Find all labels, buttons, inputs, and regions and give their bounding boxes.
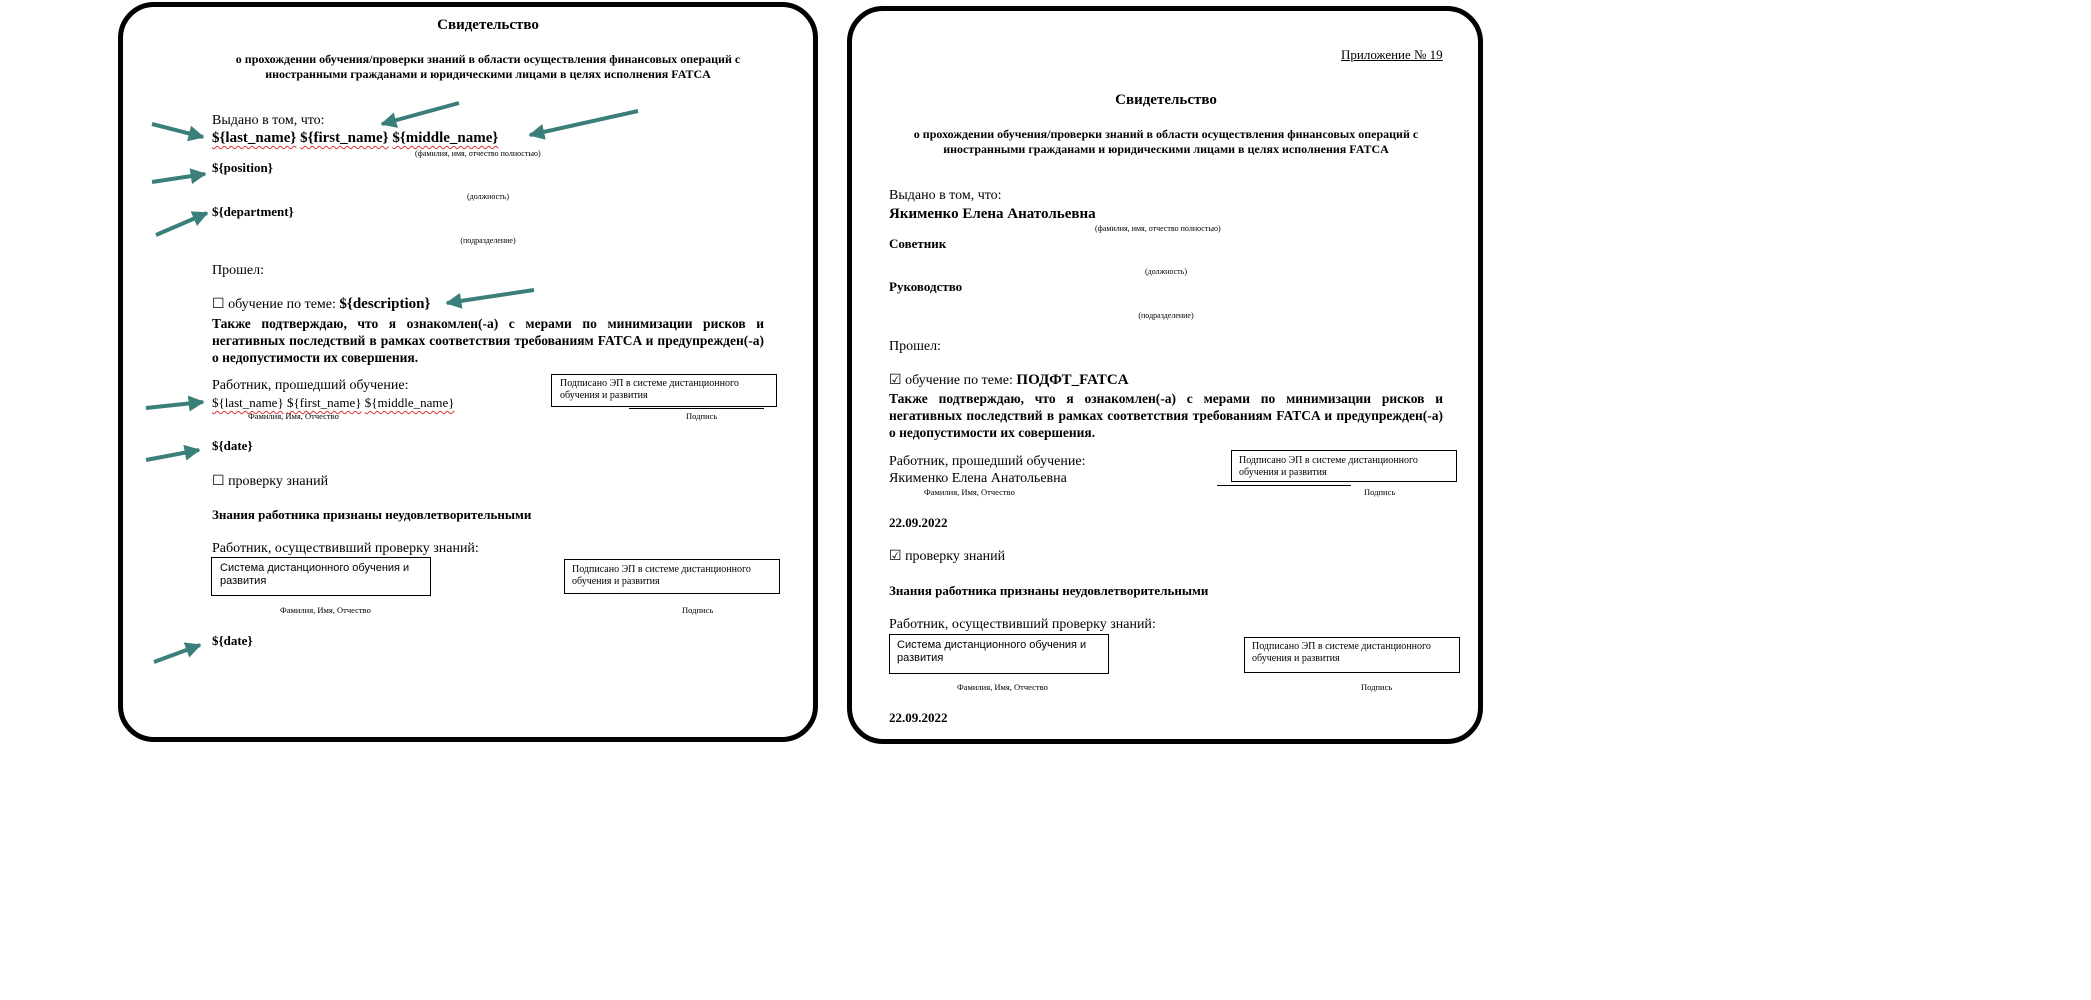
template-date-1-placeholder: ${date} xyxy=(212,438,253,453)
template-employee-last-name: ${last_name} xyxy=(212,395,284,410)
filled-knowledge-result: Знания работника признаны неудовлетворительными xyxy=(889,583,1209,598)
filled-statement: Также подтверждаю, что я ознакомлен(-а) с мерами по минимизации рисков и негативных последствий в рамках соответствия требованиям FATCA и предупрежден(-а) о недопустимости их совершения. xyxy=(889,391,1443,440)
filled-signed-box-text: Подписано ЭП в системе дистанционного обучения и развития xyxy=(1239,455,1418,478)
filled-subtitle-line1: о прохождении обучения/проверки знаний в области осуществления финансовых операций с xyxy=(913,127,1419,141)
filled-checker-signature-caption: Подпись xyxy=(1361,682,1393,692)
template-checker-signed-box-text: Подписано ЭП в системе дистанционного обучения и развития xyxy=(572,564,751,587)
filled-subtitle-line2: иностранными гражданами и юридическими лицами в целях исполнения FATCA xyxy=(943,142,1389,156)
template-position-placeholder: ${position} xyxy=(212,160,273,175)
template-department-placeholder: ${department} xyxy=(212,204,294,219)
filled-knowledge-line xyxy=(889,548,1005,565)
template-department-caption: (подразделение) xyxy=(460,236,516,245)
filled-signature-line xyxy=(1217,485,1351,486)
filled-position-caption: (должность) xyxy=(1145,267,1187,276)
filled-full-name: Якименко Елена Анатольевна xyxy=(889,206,1096,222)
template-employee-middle-name: ${middle_name} xyxy=(364,395,455,410)
template-signature-line xyxy=(629,408,764,409)
template-signature-caption: Подпись xyxy=(686,411,718,421)
template-subtitle-line1: о прохождении обучения/проверки знаний в области осуществления финансовых операций с xyxy=(235,52,741,66)
template-signed-box-text: Подписано ЭП в системе дистанционного обучения и развития xyxy=(560,378,739,401)
template-subtitle-line2: иностранными гражданами и юридическими лицами в целях исполнения FATCA xyxy=(265,67,711,81)
filled-knowledge-label: проверку знаний xyxy=(905,549,1006,564)
filled-training-checkbox: ☑ xyxy=(889,373,902,388)
template-checker-signature-caption: Подпись xyxy=(682,605,714,615)
filled-checker-fio-caption: Фамилия, Имя, Отчество xyxy=(957,682,1048,692)
filled-issued-label: Выдано в том, что: xyxy=(889,188,1002,203)
filled-training-topic: ПОДФТ_FATCA xyxy=(1016,372,1129,388)
filled-date-2: 22.09.2022 xyxy=(889,710,948,725)
filled-department: Руководство xyxy=(889,279,963,294)
filled-position: Советник xyxy=(889,236,947,251)
template-employee-trained-label: Работник, прошедший обучение: xyxy=(212,378,409,393)
filled-appendix-number: Приложение № 19 xyxy=(1341,47,1443,62)
filled-checker-label: Работник, осуществивший проверку знаний: xyxy=(889,617,1156,632)
template-training-label: обучение по теме: xyxy=(228,297,336,312)
filled-passed-label: Прошел: xyxy=(889,339,941,354)
filled-knowledge-checkbox: ☑ xyxy=(889,549,902,564)
filled-checker-box-text: Система дистанционного обучения и развития xyxy=(897,639,1087,664)
template-date-2-placeholder: ${date} xyxy=(212,633,253,648)
filled-signature-caption: Подпись xyxy=(1364,487,1396,497)
filled-department-caption: (подразделение) xyxy=(1138,311,1194,320)
template-issued-label: Выдано в том, что: xyxy=(212,113,325,128)
template-knowledge-result: Знания работника признаны неудовлетворительными xyxy=(212,507,532,522)
template-knowledge-label: проверку знаний xyxy=(228,474,329,489)
filled-training-label: обучение по теме: xyxy=(905,373,1013,388)
template-last-name-placeholder: ${last_name} xyxy=(212,130,297,146)
filled-checker-signed-box-text: Подписано ЭП в системе дистанционного обучения и развития xyxy=(1252,641,1431,664)
template-name-line xyxy=(212,130,498,147)
template-checker-fio-caption: Фамилия, Имя, Отчество xyxy=(280,605,371,615)
template-name-caption: (фамилия, имя, отчество полностью) xyxy=(415,149,541,158)
template-checker-label: Работник, осуществивший проверку знаний: xyxy=(212,541,479,556)
filled-employee-trained-label: Работник, прошедший обучение: xyxy=(889,454,1086,469)
template-training-checkbox: ☐ xyxy=(212,297,225,312)
template-employee-name-line xyxy=(212,395,455,411)
template-knowledge-checkbox: ☐ xyxy=(212,474,225,489)
filled-training-line xyxy=(889,372,1129,389)
template-checker-box-text: Система дистанционного обучения и развития xyxy=(220,562,410,587)
filled-fio-caption: Фамилия, Имя, Отчество xyxy=(924,487,1015,497)
template-knowledge-line xyxy=(212,473,328,490)
template-statement: Также подтверждаю, что я ознакомлен(-а) с мерами по минимизации рисков и негативных последствий в рамках соответствия требованиям FATCA и предупрежден(-а) о недопустимости их совершения. xyxy=(212,316,764,365)
template-employee-first-name: ${first_name} xyxy=(286,395,362,410)
template-training-topic-placeholder: ${description} xyxy=(339,296,431,312)
template-title: Свидетельство xyxy=(437,17,539,33)
template-passed-label: Прошел: xyxy=(212,263,264,278)
filled-name-caption: (фамилия, имя, отчество полностью) xyxy=(1095,224,1221,233)
filled-date-1: 22.09.2022 xyxy=(889,515,948,530)
template-position-caption: (должность) xyxy=(467,192,509,201)
template-middle-name-placeholder: ${middle_name} xyxy=(392,130,499,146)
filled-employee-name: Якименко Елена Анатольевна xyxy=(889,471,1067,486)
template-first-name-placeholder: ${first_name} xyxy=(300,130,389,146)
template-training-line xyxy=(212,296,430,313)
template-fio-caption: Фамилия, Имя, Отчество xyxy=(248,411,339,421)
filled-title: Свидетельство xyxy=(1115,92,1217,108)
